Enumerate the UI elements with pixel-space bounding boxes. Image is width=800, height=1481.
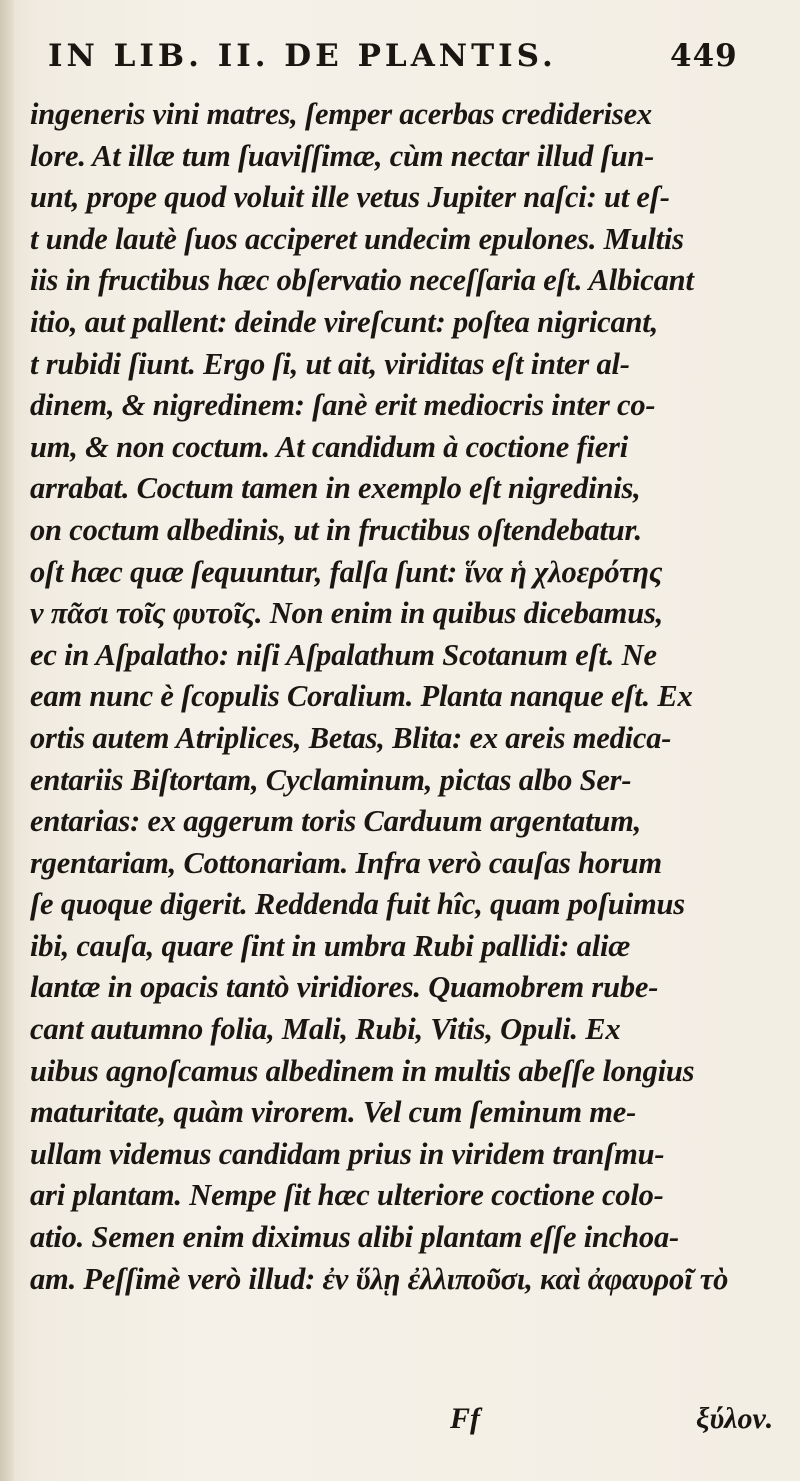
text-line: cant autumno folia, Mali, Rubi, Vitis, Opuli. Ex — [30, 1012, 621, 1047]
text-line: iis in fructibus hæc obſervatio neceſſaria eſt. Albicant — [30, 263, 694, 298]
text-line: on coctum albedinis, ut in fructibus oſtendebatur. — [30, 512, 642, 547]
text-line: uibus agnoſcamus albedinem in multis abeſſe longius — [30, 1053, 695, 1088]
running-title: IN LIB. II. DE PLANTIS. — [48, 38, 557, 74]
text-line: entariis Biſtortam, Cyclaminum, pictas albo Ser- — [30, 762, 632, 797]
catchword: ξύλον. — [696, 1402, 774, 1435]
text-line: oſt hæc quæ ſequuntur, falſa ſunt: ἵνα ἡ χλοερότης — [30, 554, 663, 589]
text-line: ortis autem Atriplices, Betas, Blita: ex areis medica- — [30, 720, 672, 755]
text-line: lantæ in opacis tantò viridiores. Quamobrem rube- — [30, 970, 659, 1005]
page-footer — [30, 1402, 782, 1446]
text-line: ν πᾶσι τοῖς φυτοῖς. Non enim in quibus dicebamus, — [30, 596, 664, 631]
text-line: atio. Semen enim diximus alibi plantam eſſe inchoa- — [30, 1220, 679, 1255]
text-line: ullam videmus candidam prius in viridem tranſmu- — [30, 1136, 665, 1171]
text-line: dinem, & nigredinem: ſanè erit mediocris inter co- — [30, 388, 656, 423]
text-line: t unde lautè ſuos acciperet undecim epulones. Multis — [30, 221, 684, 256]
text-line: ec in Aſpalatho: niſi Aſpalathum Scotanum eſt. Ne — [30, 637, 657, 672]
binding-gutter — [0, 0, 14, 1481]
text-block — [30, 94, 782, 1300]
running-head — [48, 38, 778, 86]
signature-mark: Ff — [450, 1402, 480, 1435]
text-line: ingeneris vini matres, ſemper acerbas crediderisex — [30, 97, 652, 131]
text-line: rgentariam, Cottonariam. Infra verò cauſas horum — [30, 845, 662, 880]
text-line: itio, aut pallent: deinde vireſcunt: poſtea nigricant, — [30, 304, 658, 339]
text-line: arrabat. Coctum tamen in exemplo eſt nigredinis, — [30, 471, 641, 506]
page-number: 449 — [670, 38, 738, 74]
text-line: eam nunc è ſcopulis Coralium. Planta nanque eſt. Ex — [30, 679, 693, 714]
text-line: um, & non coctum. At candidum à coctione fieri — [30, 429, 629, 464]
text-line: entarias: ex aggerum toris Carduum argentatum, — [30, 804, 642, 839]
text-line: unt, prope quod voluit ille vetus Jupiter naſci: ut eſ- — [30, 180, 670, 215]
text-line: maturitate, quàm virorem. Vel cum ſeminum me- — [30, 1095, 637, 1130]
text-line: ibi, cauſa, quare ſint in umbra Rubi pallidi: aliæ — [30, 928, 631, 963]
text-line: ari plantam. Nempe ſit hæc ulteriore coctione colo- — [30, 1178, 664, 1213]
text-line: ſe quoque digerit. Reddenda fuit hîc, quam poſuimus — [30, 887, 685, 922]
text-line: am. Peſſimè verò illud: ἐν ὕλῃ ἐλλιποῦσι, καὶ ἀφαυροῖ τὸ — [30, 1261, 729, 1296]
text-line: lore. At illæ tum ſuaviſſimæ, cùm nectar illud ſun- — [30, 138, 655, 173]
text-line: t rubidi ſiunt. Ergo ſi, ut ait, viriditas eſt inter al- — [30, 346, 630, 381]
